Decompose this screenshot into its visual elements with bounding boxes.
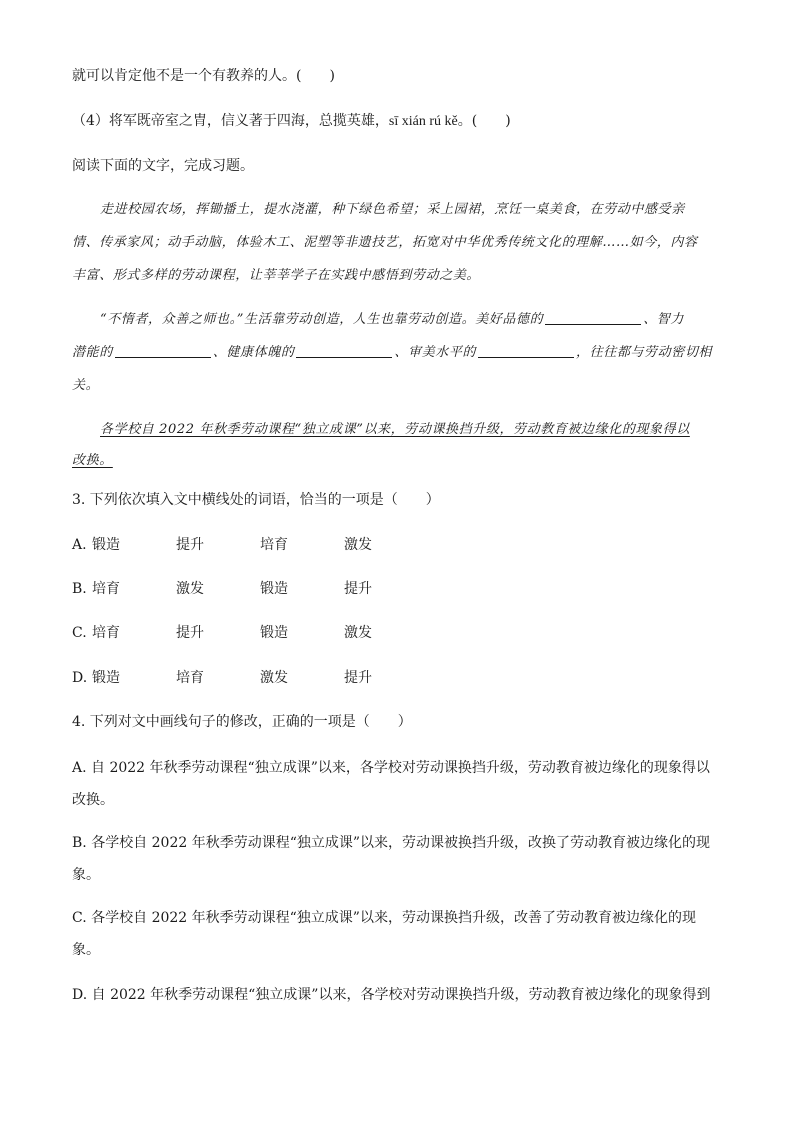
question-4-option-a-line-1: A. 自 2022 年秋季劳动课程“独立成课”以来，各学校对劳动课换挡升级，劳动教育被边缘化的现象得以 bbox=[72, 760, 710, 776]
intro-line-2-prefix: （4）将军既帝室之胄，信义著于四海，总揽英雄， bbox=[72, 113, 389, 129]
passage-p2-text-d: 、健康体魄的 bbox=[212, 345, 295, 360]
option-word-2: 培育 bbox=[176, 670, 204, 686]
underlined-sentence-line-1: 各学校自 2022 年秋季劳动课程“独立成课”以来，劳动课换挡升级，劳动教育被边缘化的现象得以 bbox=[100, 422, 690, 437]
option-letter: C. bbox=[72, 625, 87, 641]
intro-line-2 bbox=[72, 111, 722, 132]
option-letter: A. bbox=[72, 537, 87, 553]
underlined-sentence-line-2: 改换。 bbox=[72, 453, 113, 468]
fill-blank-1 bbox=[545, 310, 641, 325]
option-word-1: 锻造 bbox=[92, 670, 120, 686]
option-word-3: 锻造 bbox=[260, 581, 288, 597]
reading-instruction: 阅读下面的文字，完成习题。 bbox=[72, 158, 254, 174]
option-word-3: 激发 bbox=[260, 670, 288, 686]
question-3-stem: 3. 下列依次填入文中横线处的词语，恰当的一项是（ ） bbox=[72, 492, 440, 508]
fill-blank-3 bbox=[296, 343, 392, 358]
passage-p2-text-b: 、智力 bbox=[643, 312, 685, 327]
intro-line-2-suffix: 。( ) bbox=[457, 113, 511, 129]
passage-p1-line-2: 情、传承家风；动手动脑，体验木工、泥塑等非遗技艺，拓宽对中华优秀传统文化的理解……如今，内容 bbox=[72, 235, 698, 250]
fill-blank-2 bbox=[115, 343, 211, 358]
option-word-1: 锻造 bbox=[92, 537, 120, 553]
option-word-1: 培育 bbox=[92, 625, 120, 641]
option-word-4: 提升 bbox=[344, 670, 372, 686]
fill-blank-4 bbox=[478, 343, 574, 358]
pinyin-text: sī xián rú kě bbox=[388, 114, 458, 129]
option-letter: D. bbox=[72, 670, 88, 686]
passage-p1-line-3: 丰富、形式多样的劳动课程，让莘莘学子在实践中感悟到劳动之美。 bbox=[72, 268, 481, 283]
passage-p2-text-e: 、审美水平的 bbox=[394, 345, 477, 360]
option-word-2: 提升 bbox=[176, 625, 204, 641]
question-4-stem: 4. 下列对文中画线句子的修改，正确的一项是（ ） bbox=[72, 714, 412, 730]
passage-p2-text-f: ，往往都与劳动密切相 bbox=[576, 345, 713, 360]
intro-line-1: 就可以肯定他不是一个有教养的人。( ) bbox=[72, 68, 335, 84]
option-word-3: 锻造 bbox=[260, 625, 288, 641]
passage-p2-line-3: 关。 bbox=[72, 378, 100, 393]
question-4-option-d-line-1: D. 自 2022 年秋季劳动课程“独立成课”以来，各学校对劳动课换挡升级，劳动教育被边缘化的现象得到 bbox=[72, 987, 711, 1003]
passage-p2-line-1 bbox=[100, 310, 720, 330]
option-word-4: 提升 bbox=[344, 581, 372, 597]
option-word-2: 提升 bbox=[176, 537, 204, 553]
option-word-2: 激发 bbox=[176, 581, 204, 597]
passage-p2-line-2 bbox=[72, 343, 722, 363]
passage-p2-text-a: “不惰者，众善之师也。”生活靠劳动创造，人生也靠劳动创造。美好品德的 bbox=[100, 312, 544, 327]
option-word-4: 激发 bbox=[344, 625, 372, 641]
question-4-option-a-line-2: 改换。 bbox=[72, 792, 114, 808]
option-word-3: 培育 bbox=[260, 537, 288, 553]
question-4-option-b-line-1: B. 各学校自 2022 年秋季劳动课程“独立成课”以来，劳动课被换挡升级，改换了劳动教育被边缘化的现 bbox=[72, 835, 711, 851]
option-letter: B. bbox=[72, 581, 87, 597]
question-4-option-c-line-2: 象。 bbox=[72, 942, 100, 958]
passage-p2-text-c: 潜能的 bbox=[72, 345, 113, 360]
option-word-1: 培育 bbox=[92, 581, 120, 597]
question-4-option-c-line-1: C. 各学校自 2022 年秋季劳动课程“独立成课”以来，劳动课换挡升级，改善了劳动教育被边缘化的现 bbox=[72, 910, 696, 926]
passage-p1-line-1: 走进校园农场，挥锄播土，提水浇灌，种下绿色希望；采上园裙，烹饪一桌美食，在劳动中感受亲 bbox=[100, 202, 685, 217]
question-4-option-b-line-2: 象。 bbox=[72, 867, 100, 883]
option-word-4: 激发 bbox=[344, 537, 372, 553]
